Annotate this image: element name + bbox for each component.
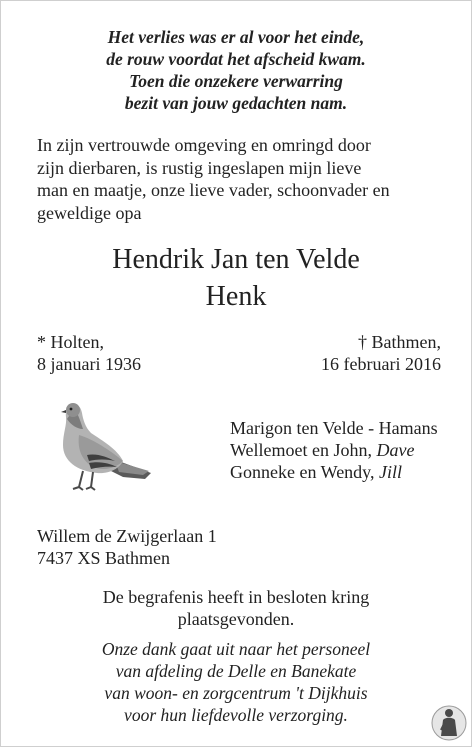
birth-place: * Holten,	[37, 332, 104, 352]
announcement-line: zijn dierbaren, is rustig ingeslapen mijn lieve	[37, 157, 362, 178]
grandchild-name: Dave	[376, 440, 415, 460]
death-place: † Bathmen,	[358, 332, 441, 352]
announcement-line: man en maatje, onze lieve vader, schoonvader en	[37, 180, 390, 200]
correspondence-address	[37, 525, 217, 569]
family-line	[230, 439, 438, 461]
funeral-line: De begrafenis heeft in besloten kring	[102, 587, 370, 607]
poem-line: Het verlies was er al voor het einde,	[107, 27, 365, 47]
family-names: Marigon ten Velde - Hamans	[230, 418, 438, 438]
death-info	[321, 331, 441, 375]
grandchild-name: Jill	[379, 462, 403, 482]
announcement-text	[37, 134, 449, 224]
announcement-line: geweldige opa	[37, 202, 142, 223]
pigeon-icon	[53, 399, 153, 495]
address-street: Willem de Zwijgerlaan 1	[37, 526, 217, 546]
family-line	[230, 417, 438, 439]
deceased-nickname: Henk	[205, 281, 267, 312]
thanks-line: Onze dank gaat uit naar het personeel	[101, 639, 371, 659]
birth-info	[37, 331, 141, 375]
poem-line: bezit van jouw gedachten nam.	[124, 93, 348, 113]
family-line	[230, 461, 438, 483]
thanks-line: voor hun liefdevolle verzorging.	[124, 705, 348, 725]
death-date: 16 februari 2016	[321, 354, 441, 374]
thanks-line: van woon- en zorgcentrum 't Dijkhuis	[104, 683, 368, 703]
thanks-line: van afdeling de Delle en Banekate	[115, 661, 357, 681]
announcement-line: In zijn vertrouwde omgeving en omringd door	[37, 135, 371, 155]
address-city: 7437 XS Bathmen	[37, 548, 170, 568]
funeral-notice	[1, 586, 471, 630]
family-names: Gonneke en Wendy,	[230, 462, 380, 482]
poem	[1, 26, 471, 114]
deceased-full-name: Hendrik Jan ten Velde	[112, 244, 360, 275]
funeral-line: plaatsgevonden.	[177, 609, 295, 629]
poem-line: de rouw voordat het afscheid kwam.	[106, 49, 366, 69]
deceased-name-block	[1, 241, 471, 315]
mourning-figure-logo	[430, 702, 468, 744]
thanks-note	[1, 638, 471, 726]
birth-date: 8 januari 1936	[37, 354, 141, 374]
poem-line: Toen die onzekere verwarring	[129, 71, 343, 91]
family-names: Wellemoet en John,	[230, 440, 377, 460]
family-list	[230, 417, 438, 483]
